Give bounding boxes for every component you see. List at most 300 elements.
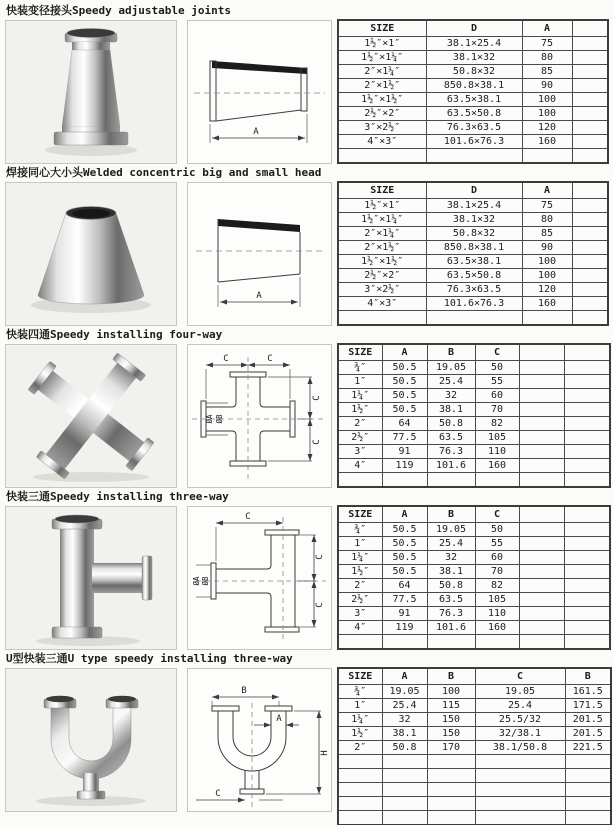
spec-table-wrap [337,343,611,488]
table-cell: 110 [475,445,519,459]
table-cell: 1¼″ [338,389,382,403]
table-cell: 50.5 [382,375,427,389]
table-cell: 201.5 [565,727,611,741]
table-cell: 38.1 [427,403,475,417]
table-row [338,297,608,311]
table-cell [519,607,564,621]
column-header: A [382,506,427,523]
table-cell: 55 [475,375,519,389]
table-cell: 100 [522,269,572,283]
column-header: SIZE [338,20,426,37]
table-cell [519,635,564,650]
table-cell: 1½″×1½″ [338,255,426,269]
table-row [338,635,610,650]
header-row [338,344,610,361]
table-cell: 50 [475,523,519,537]
table-cell: 1½″ [338,403,382,417]
table-cell: 1½″×1¼″ [338,213,426,227]
section-title: U型快装三通U type speedy installing three-way [6,652,293,665]
table-cell [338,769,382,783]
table-row [338,389,610,403]
table-cell: 19.05 [382,685,427,699]
table-cell: 1½″ [338,727,382,741]
table-cell: 101.6×76.3 [426,297,522,311]
column-header [572,20,608,37]
table-cell: 105 [475,593,519,607]
table-cell: 85 [522,227,572,241]
table-cell: 3″ [338,607,382,621]
dimension-label-a: A [253,127,259,137]
column-header: A [382,344,427,361]
table-cell: 101.6×76.3 [426,135,522,149]
table-cell: 76.3×63.5 [426,121,522,135]
table-row [338,65,608,79]
table-cell [338,811,382,825]
table-cell: 2½″ [338,431,382,445]
table-cell: 101.6 [427,621,475,635]
table-cell [427,635,475,650]
table-cell: 63.5×38.1 [426,93,522,107]
dimension-label-db: ØB [215,414,224,424]
column-header: B [427,506,475,523]
table-cell [564,537,610,551]
table-cell: 221.5 [565,741,611,755]
spec-table-wrap [337,181,609,326]
table-cell [475,783,565,797]
reducer-diagram [188,21,331,163]
table-cell [519,431,564,445]
table-row [338,149,608,164]
table-cell [572,255,608,269]
table-cell: 150 [427,727,475,741]
dimension-label-c: C [267,354,273,364]
table-cell: 120 [522,121,572,135]
spec-table-u-type [337,667,612,825]
table-cell: 19.05 [475,685,565,699]
table-row [338,537,610,551]
table-cell: 50.8×32 [426,65,522,79]
table-row [338,621,610,635]
table-cell [572,311,608,326]
section-title: 快装三通Speedy installing three-way [6,490,229,503]
table-cell: 2½″ [338,593,382,607]
product-photo-box [5,182,177,326]
table-cell: 19.05 [427,523,475,537]
table-cell: 119 [382,621,427,635]
table-cell [564,473,610,488]
table-cell: 64 [382,579,427,593]
section-speedy-adjustable-joints [5,4,613,164]
table-cell: 2½″×2″ [338,269,426,283]
dimension-label-c: C [223,354,229,364]
table-cell: ¾″ [338,685,382,699]
column-header: D [426,182,522,199]
spec-table-wrap [337,19,609,164]
table-cell [564,607,610,621]
spec-table-wrap [337,505,611,650]
table-row [338,403,610,417]
table-cell [564,579,610,593]
table-cell [519,403,564,417]
table-cell: 1½″×1″ [338,37,426,51]
table-cell [572,213,608,227]
table-cell: 50.8 [382,741,427,755]
table-cell: 38.1 [382,727,427,741]
table-cell: 2″ [338,579,382,593]
table-cell [338,473,382,488]
table-cell [572,93,608,107]
table-cell [382,797,427,811]
table-cell: 171.5 [565,699,611,713]
table-row [338,431,610,445]
table-cell: 110 [475,607,519,621]
table-cell [572,65,608,79]
product-photo-box [5,20,177,164]
table-row [338,783,611,797]
table-cell [338,311,426,326]
table-cell: 90 [522,241,572,255]
table-cell [572,51,608,65]
table-cell [564,565,610,579]
table-row [338,199,608,213]
table-cell: 19.05 [427,361,475,375]
product-photo-box [5,344,177,488]
column-header [564,344,610,361]
table-cell [382,769,427,783]
table-cell: 3″×2½″ [338,121,426,135]
table-cell: 32 [427,551,475,565]
dimension-label-c: C [315,602,325,608]
column-header: B [427,344,475,361]
table-cell [565,811,611,825]
table-row [338,417,610,431]
cross-diagram [188,345,331,487]
table-row [338,93,608,107]
table-cell: 25.5/32 [475,713,565,727]
table-row [338,755,611,769]
table-row [338,685,611,699]
dimension-label-h: H [320,750,330,756]
table-cell: 50.5 [382,551,427,565]
table-cell: 75 [522,37,572,51]
table-cell [427,755,475,769]
column-header: B [427,668,475,685]
dimension-label-a: A [256,291,262,301]
table-cell: 2″×1½″ [338,241,426,255]
table-cell [519,621,564,635]
table-row [338,713,611,727]
table-cell [382,755,427,769]
table-cell: 161.5 [565,685,611,699]
u-type-diagram [188,669,331,811]
table-cell [572,37,608,51]
dimension-label-c: C [245,512,251,522]
table-cell: 63.5×38.1 [426,255,522,269]
table-cell: 2½″×2″ [338,107,426,121]
table-cell: ¾″ [338,361,382,375]
column-header: SIZE [338,182,426,199]
table-row [338,607,610,621]
table-cell [475,769,565,783]
section-u-type-three-way [5,652,613,825]
table-cell: ¾″ [338,523,382,537]
table-cell: 2″ [338,741,382,755]
table-cell: 80 [522,51,572,65]
table-cell [565,783,611,797]
table-cell [564,389,610,403]
table-cell [519,579,564,593]
cross-four-way-photo [6,345,176,487]
table-cell: 70 [475,565,519,579]
table-cell [338,797,382,811]
table-cell: 63.5 [427,593,475,607]
table-cell: 38.1×32 [426,213,522,227]
table-cell [564,635,610,650]
table-cell [572,199,608,213]
column-header: B [565,668,611,685]
table-cell: 82 [475,417,519,431]
table-row [338,79,608,93]
dimension-diagram-box [187,506,332,650]
column-header: A [382,668,427,685]
dimension-diagram-box [187,668,332,812]
table-cell: 63.5 [427,431,475,445]
table-cell: 82 [475,579,519,593]
table-cell: 25.4 [427,375,475,389]
table-cell [338,635,382,650]
table-cell [519,523,564,537]
table-cell: 119 [382,459,427,473]
table-row [338,769,611,783]
u-type-photo [6,669,176,811]
table-cell [565,755,611,769]
table-cell [382,783,427,797]
table-cell [475,811,565,825]
table-row [338,213,608,227]
table-cell: 1½″×1″ [338,199,426,213]
table-cell: 60 [475,551,519,565]
table-cell [475,473,519,488]
table-cell: 38.1×25.4 [426,199,522,213]
table-cell: 70 [475,403,519,417]
dimension-label-a: A [276,714,282,724]
table-cell [519,593,564,607]
section-three-way [5,490,613,650]
table-cell [427,473,475,488]
table-cell: 80 [522,213,572,227]
table-cell [572,149,608,164]
table-cell: 50.5 [382,565,427,579]
table-row [338,727,611,741]
column-header: SIZE [338,506,382,523]
table-cell [519,445,564,459]
table-cell: 60 [475,389,519,403]
table-cell: 50.8×32 [426,227,522,241]
table-row [338,445,610,459]
table-cell: 38.1/50.8 [475,741,565,755]
concentric-reducer-diagram [188,183,331,325]
table-cell [565,769,611,783]
table-row [338,51,608,65]
table-row [338,523,610,537]
welded-reducer-photo [6,183,176,325]
table-cell: 160 [522,297,572,311]
table-row [338,135,608,149]
table-row [338,37,608,51]
table-cell [475,755,565,769]
table-cell [572,79,608,93]
table-cell: 50.5 [382,389,427,403]
section-title: 焊接同心大小头Welded concentric big and small head [6,166,322,179]
table-cell [427,769,475,783]
table-row [338,741,611,755]
table-cell [519,459,564,473]
dimension-diagram-box [187,20,332,164]
column-header: A [522,20,572,37]
table-row [338,107,608,121]
table-cell [564,431,610,445]
table-row [338,361,610,375]
table-row [338,269,608,283]
tee-diagram [188,507,331,649]
table-cell: 115 [427,699,475,713]
column-header [564,506,610,523]
table-cell: 25.4 [382,699,427,713]
table-cell [338,783,382,797]
table-cell: 50.5 [382,403,427,417]
table-cell [427,783,475,797]
column-header: C [475,506,519,523]
table-cell: 50 [475,361,519,375]
section-four-way [5,328,613,488]
table-cell: 105 [475,431,519,445]
table-cell: 2″×1½″ [338,79,426,93]
spec-table-welded-head [337,181,609,326]
column-header: C [475,344,519,361]
table-cell: 32 [382,713,427,727]
table-cell [427,811,475,825]
table-row [338,375,610,389]
table-cell [519,537,564,551]
table-row [338,593,610,607]
column-header: SIZE [338,344,382,361]
spec-table-adjustable-joints [337,19,609,164]
section-title: 快装四通Speedy installing four-way [6,328,223,341]
table-cell: 1½″×1¼″ [338,51,426,65]
table-cell: 2″×1¼″ [338,227,426,241]
table-cell: 3″ [338,445,382,459]
table-cell [564,361,610,375]
product-photo-box [5,668,177,812]
table-cell: 120 [522,283,572,297]
table-cell: 1½″ [338,565,382,579]
table-cell [564,621,610,635]
table-cell: 4″×3″ [338,135,426,149]
column-header [519,506,564,523]
table-cell [519,551,564,565]
table-cell: 1″ [338,699,382,713]
table-cell [572,107,608,121]
table-cell: 50.5 [382,537,427,551]
table-cell [572,241,608,255]
table-cell [564,523,610,537]
table-cell [572,121,608,135]
table-row [338,699,611,713]
table-cell [382,635,427,650]
dimension-label-c: C [215,789,221,799]
spec-table-four-way [337,343,611,488]
table-cell [519,417,564,431]
table-cell: 160 [475,459,519,473]
table-cell [564,417,610,431]
table-cell: 160 [522,135,572,149]
table-row [338,241,608,255]
column-header: D [426,20,522,37]
table-cell [519,473,564,488]
table-cell: 2″ [338,417,382,431]
table-cell: 64 [382,417,427,431]
table-cell [426,311,522,326]
table-cell: 100 [427,685,475,699]
table-cell: 25.4 [427,537,475,551]
table-cell: 38.1×32 [426,51,522,65]
table-cell [475,635,519,650]
table-cell [572,135,608,149]
table-row [338,227,608,241]
table-cell: 85 [522,65,572,79]
table-cell: 1¼″ [338,551,382,565]
table-cell [338,755,382,769]
dimension-diagram-box [187,344,332,488]
table-cell: 100 [522,107,572,121]
table-cell [572,227,608,241]
table-cell: 150 [427,713,475,727]
table-cell [564,445,610,459]
column-header: A [522,182,572,199]
table-cell [522,311,572,326]
dimension-label-c: C [312,395,322,401]
table-row [338,551,610,565]
table-cell [564,593,610,607]
spec-table-wrap [337,667,612,825]
dimension-label-da: ØA [205,414,214,424]
table-cell [475,797,565,811]
table-cell: 1″ [338,375,382,389]
table-cell: 50.5 [382,361,427,375]
table-cell: 91 [382,445,427,459]
dimension-label-b: B [241,686,247,696]
column-header [519,344,564,361]
table-cell: 75 [522,199,572,213]
table-row [338,255,608,269]
table-row [338,579,610,593]
table-row [338,459,610,473]
table-cell: 76.3 [427,445,475,459]
section-welded-concentric-head [5,166,613,326]
table-cell: 850.8×38.1 [426,79,522,93]
dimension-label-c: C [315,554,325,560]
header-row [338,668,611,685]
table-cell: 4″ [338,621,382,635]
table-row [338,473,610,488]
table-cell: 850.8×38.1 [426,241,522,255]
product-photo-box [5,506,177,650]
table-cell: 3″×2½″ [338,283,426,297]
table-row [338,797,611,811]
table-cell: 1″ [338,537,382,551]
table-cell: 100 [522,93,572,107]
table-row [338,565,610,579]
